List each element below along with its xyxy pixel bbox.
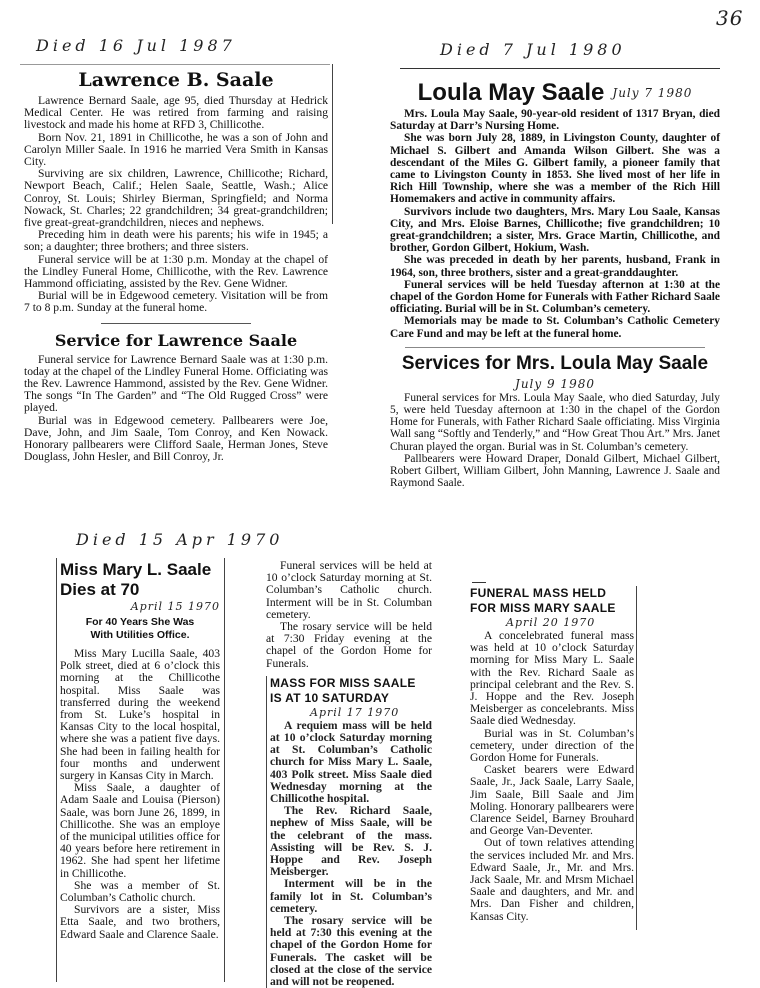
obituary-headline-line2: Dies at 70 bbox=[60, 580, 140, 599]
paragraph: The rosary service will be held at 7:30 Friday evening at the chapel of the Gordon Home for Funerals. bbox=[266, 620, 432, 670]
paragraph: Memorials may be made to St. Columban’s Catholic Cemetery Care Fund and may be left at the funeral home. bbox=[390, 315, 720, 340]
paragraph: Funeral services will be held Tuesday afternon at 1:30 at the chapel of the Gordon Home for Funerals with Father Richard Saale officiating. Burial will be in St. Columban’s cemetery. bbox=[390, 278, 720, 316]
paragraph: Surviving are six children, Lawrence, Chillicothe; Richard, Newport Beach, Calif.; Helen Saale, Seattle, Wash.; Alice Conroy, St. Louis; Shirley Bierman, Springfield; and Norma Nowack, St. Charles; 22 grandchildren; 34 great-grandchildren; five great-great-grandchildren, nieces and nephews. bbox=[24, 167, 328, 230]
paragraph: Funeral services for Mrs. Loula May Saale, who died Saturday, July 5, were held Tuesday afternoon at 1:30 in the chapel of the Gordon Home for Funerals, with Father Richard Saale officiating. Miss Virginia Wall sang “Softly and Tenderly,” and “How Great Thou Art.” Mrs. Janet Churan played the organ. Burial was in St. Columban’s cemetery. bbox=[390, 391, 720, 453]
paragraph: A concelebrated funeral mass was held at 10 o’clock Saturday morning for Miss Mary L. Saale with the Rev. Richard Saale as principal celebrant and the Rev. S. J. Hoppe and the Rev. Joseph Meisberger as concelebrants. Miss Saale died Wednesday. bbox=[470, 629, 634, 728]
mary-obituary bbox=[60, 560, 220, 941]
paragraph: Burial will be in Edgewood cemetery. Visitation will be from 7 to 8 p.m. Sunday at the funeral home. bbox=[24, 289, 328, 315]
paragraph: Mrs. Loula May Saale, 90-year-old resident of 1317 Bryan, died Saturday at Darr’s Nursing Home. bbox=[390, 108, 720, 133]
obituary-body bbox=[60, 648, 220, 941]
mary-funeral-notice bbox=[470, 586, 634, 923]
paragraph: The Rev. Richard Saale, nephew of Miss Saale, will be the celebrant of the mass. Assisting will be Rev. S. J. Hoppe and Rev. Joseph Meisberger. bbox=[270, 804, 432, 879]
paragraph: Born Nov. 21, 1891 in Chillicothe, he was a son of John and Carolyn Miller Saale. In 1916 he married Vera Smith in Kansas City. bbox=[24, 130, 328, 169]
column-border bbox=[56, 558, 57, 982]
divider bbox=[405, 347, 705, 348]
obituary-headline-row bbox=[390, 72, 720, 108]
paragraph: She was a member of St. Columban’s Catholic church. bbox=[60, 878, 220, 905]
handwritten-note-lawrence-died: Died 16 Jul 1987 bbox=[36, 36, 236, 55]
paragraph: Pallbearers were Howard Draper, Donald Gilbert, Michael Gilbert, Robert Gilbert, William Gilbert, John Manning, Lawrence J. Saale and Raymond Saale. bbox=[390, 452, 720, 490]
paragraph: Preceding him in death were his parents; his wife in 1945; a son; a daughter; three brothers; and three sisters. bbox=[24, 228, 328, 254]
mass-headline-line2: IS AT 10 SATURDAY bbox=[270, 690, 390, 705]
paragraph: Funeral services will be held at 10 o’clock Saturday morning at St. Columban’s Catholic church. Interment will be in St. Columban cemetery. bbox=[266, 559, 432, 621]
divider bbox=[472, 582, 486, 583]
paragraph: Interment will be in the family lot in St. Columban’s cemetery. bbox=[270, 877, 432, 915]
paragraph: Burial was in Edgewood cemetery. Pallbearers were Joe, Dave, John, and Jim Saale, Tom Conroy, and Ken Nowack. Honorary pallbearers were Clifford Saale, Herman Jones, Steve Douglass, John Hesler, and Bill Conroy, Jr. bbox=[24, 413, 328, 464]
handwritten-note-mary-date: April 15 1970 bbox=[130, 600, 220, 613]
paragraph: Miss Saale, a daughter of Adam Saale and Louisa (Pierson) Saale, was born June 26, 1899, in Chillicothe. She was an employe of the municipal utilities office for 40 years before here retirement in 1962. She had spent her lifetime in Chillicothe. bbox=[60, 781, 220, 880]
lawrence-obituary bbox=[24, 68, 328, 463]
paragraph: She was preceded in death by her parents, husband, Frank in 1964, son, three brothers, sister and a great-granddaughter. bbox=[390, 254, 720, 279]
funeral-headline-line1: FUNERAL MASS HELD bbox=[470, 586, 607, 600]
obituary-headline-line1: Miss Mary L. Saale bbox=[60, 560, 212, 579]
obituary-headline: Loula May Saale bbox=[417, 79, 605, 106]
obituary-body bbox=[390, 108, 720, 340]
paragraph: Out of town relatives attending the services included Mr. and Mrs. Edward Saale, Jr., Mr. and Mrs. Jack Saale, Mr. and Mrsm Michael Saale and daughters, and Mr. and Mrs. Dan Fisher and children, Kansas City. bbox=[470, 836, 634, 923]
handwritten-note-loula-died: Died 7 Jul 1980 bbox=[440, 40, 626, 59]
handwritten-note-mary-died: Died 15 Apr 1970 bbox=[76, 530, 284, 549]
loula-obituary bbox=[390, 72, 720, 489]
column-border bbox=[636, 586, 637, 930]
mass-body bbox=[270, 720, 432, 988]
obituary-headline: Lawrence B. Saale bbox=[78, 69, 274, 91]
paragraph: Lawrence Bernard Saale, age 95, died Thursday at Hedrick Medical Center. He was retired from farming and raising livestock and made his home at RFD 3, Chillicothe. bbox=[24, 94, 328, 132]
continued-body bbox=[266, 560, 432, 670]
column-border bbox=[332, 64, 333, 224]
services-headline: Services for Mrs. Loula May Saale bbox=[401, 352, 709, 374]
divider bbox=[400, 68, 720, 69]
divider bbox=[20, 64, 330, 65]
paragraph: Miss Mary Lucilla Saale, 403 Polk street, died at 6 o’clock this morning at the Chillicothe hospital. Miss Saale was transferred during the weekend from St. Luke’s hospital in Kansas City to the local hospital, where she was a patient five days. She had been in failing health for four months and underwent surgery in Kansas City in March. bbox=[60, 647, 220, 783]
obituary-subhead bbox=[60, 616, 220, 642]
mary-middle-column bbox=[266, 560, 432, 988]
column-border bbox=[224, 558, 225, 982]
obituary-headline-row bbox=[60, 580, 220, 600]
paragraph: Burial was in St. Columban’s cemetery, under direction of the Gordon Home for Funerals. bbox=[470, 726, 634, 765]
paragraph: Survivors are a sister, Miss Etta Saale, and two brothers, Edward Saale and Clarence Saale. bbox=[60, 903, 220, 941]
paragraph: Casket bearers were Edward Saale, Jr., Jack Saale, Larry Saale, Jim Saale, Bill Saale and Jim Moling. Honorary pallbearers were Clarence Seidel, Barney Brouhard and George Van-Deventer. bbox=[470, 763, 634, 838]
divider bbox=[101, 323, 251, 324]
paragraph: She was born July 28, 1889, in Livingston County, daughter of Michael S. Gilbert and Amanda Wilson Gilbert. She was a descendant of the Miles G. Gilbert family, a pioneer family that came to Livingston County in 1853. She lived most of her life in Rich Hill Township, where she was a member of the Rich Hill Homemakers and active in community affairs. bbox=[390, 132, 720, 206]
service-body bbox=[24, 354, 328, 464]
funeral-headline-line2: FOR MISS MARY SAALE bbox=[470, 601, 616, 615]
paragraph: Survivors include two daughters, Mrs. Mary Lou Saale, Kansas City, and Mrs. Eloise Barnes, Chillicothe; five grandchildren; 10 great-grandchildren; a sister, Mrs. Grace Martin, Chillicothe, and brother, Gordon Gilbert, Hokium, Wash. bbox=[390, 205, 720, 255]
obituary-body bbox=[24, 95, 328, 315]
services-body bbox=[390, 392, 720, 490]
subhead-line2: With Utilities Office. bbox=[90, 629, 190, 641]
handwritten-note-loula-date: July 7 1980 bbox=[612, 86, 693, 100]
service-headline: Service for Lawrence Saale bbox=[54, 330, 298, 350]
handwritten-page-number: 36 bbox=[716, 6, 744, 30]
mary-mass-notice bbox=[266, 676, 432, 988]
handwritten-note-mary-mass-date: April 17 1970 bbox=[310, 705, 400, 719]
mass-headline-line1: MASS FOR MISS SAALE bbox=[270, 675, 416, 690]
funeral-body bbox=[470, 630, 634, 923]
paragraph: A requiem mass will be held at 10 o’clock Saturday morning at St. Columban’s Catholic church for Miss Mary L. Saale, 403 Polk street. Miss Saale died Wednesday morning at the Chillicothe hospital. bbox=[270, 718, 432, 806]
handwritten-note-mary-funeral-date: April 20 1970 bbox=[506, 616, 596, 629]
subhead-line1: For 40 Years She Was bbox=[85, 616, 195, 628]
handwritten-note-loula-services-date: July 9 1980 bbox=[515, 376, 595, 391]
paragraph: Funeral service will be at 1:30 p.m. Monday at the chapel of the Lindley Funeral Home, Chillicothe, with the Rev. Lawrence Hammond officiating, assisted by the Rev. Gene Widner. bbox=[24, 252, 328, 291]
paragraph: The rosary service will be held at 7:30 this evening at the chapel of the Gordon Home for Funerals. The casket will be closed at the close of the service and will not be reopened. bbox=[270, 914, 432, 988]
paragraph: Funeral service for Lawrence Bernard Saale was at 1:30 p.m. today at the chapel of the Lindley Funeral Home. Officiating was the Rev. Lawrence Hammond, assisted by the Rev. Gene Widner. The songs “In The Garden” and “The Old Rugged Cross” were played. bbox=[24, 352, 328, 415]
